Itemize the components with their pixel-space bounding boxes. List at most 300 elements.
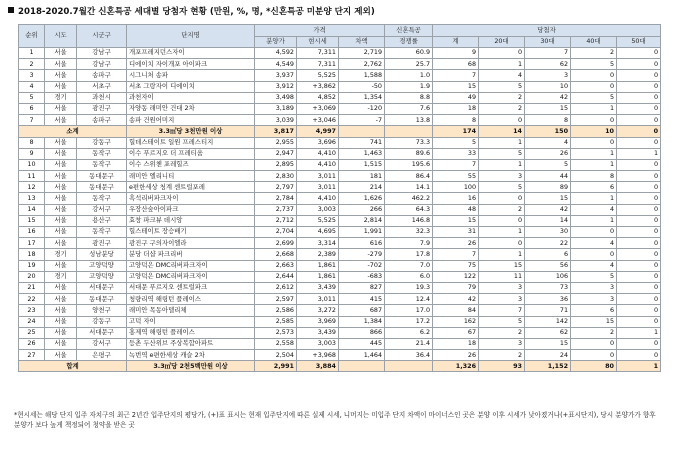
cell-presale: 3,498 (255, 92, 297, 103)
cell-sido: 서울 (45, 59, 77, 70)
subtotal-20s: 14 (479, 126, 525, 137)
cell-presale: 2,895 (255, 159, 297, 170)
cell-rank: 8 (19, 137, 45, 148)
cell-market: +3,862 (297, 81, 339, 92)
subtotal-30s: 150 (525, 126, 571, 137)
header-presale: 분양가 (255, 37, 297, 48)
cell-total: 8 (433, 115, 479, 126)
cell-presale: 2,668 (255, 249, 297, 260)
subtotal-40s: 10 (571, 126, 617, 137)
table-row (19, 148, 661, 159)
cell-age20: 3 (479, 294, 525, 305)
cell-sigungu: 강남구 (77, 48, 127, 59)
cell-diff: 827 (339, 282, 385, 293)
cell-presale: 2,784 (255, 193, 297, 204)
cell-age30: 15 (525, 103, 571, 114)
cell-sigungu: 송파구 (77, 115, 127, 126)
cell-market: 4,852 (297, 92, 339, 103)
cell-market: 1,861 (297, 271, 339, 282)
cell-competition: 36.4 (385, 350, 433, 361)
cell-age20: 0 (479, 215, 525, 226)
cell-diff: 1,464 (339, 350, 385, 361)
cell-age30: 42 (525, 204, 571, 215)
cell-age30: 3 (525, 70, 571, 81)
header-total: 계 (433, 37, 479, 48)
cell-complex: 고덕 자이 (127, 316, 255, 327)
cell-competition: 21.4 (385, 338, 433, 349)
table-body-bottom (19, 137, 661, 361)
cell-market: 3,696 (297, 137, 339, 148)
table-row (19, 81, 661, 92)
cell-competition: 14.1 (385, 182, 433, 193)
footnote: *현시세는 해당 단지 입주 자치구의 최근 2년간 입주단지의 평당가, (+)표 표시는 현재 입주단지에 따른 실제 시세, 니머지는 미입주 단지 차액이 마이너스인 곳은 분양 이후 시세가 낮아졌거나(+표시단지), 당시 분양가가 향후 분양가 보다 높게 책정되어 청약을 받은 곳 (14, 411, 656, 429)
cell-complex: 송파 건원어미지 (127, 115, 255, 126)
cell-rank: 2 (19, 59, 45, 70)
table-row (19, 115, 661, 126)
cell-presale: 2,586 (255, 305, 297, 316)
cell-age50: 1 (617, 327, 661, 338)
total-50s: 1 (617, 361, 661, 372)
cell-age40: 5 (571, 92, 617, 103)
cell-sigungu: 고양덕양 (77, 260, 127, 271)
cell-sido: 서울 (45, 182, 77, 193)
cell-complex: 광진구 구의자이엘라 (127, 238, 255, 249)
cell-total: 55 (433, 171, 479, 182)
cell-age40: 1 (571, 193, 617, 204)
cell-age40: 1 (571, 159, 617, 170)
cell-total: 33 (433, 148, 479, 159)
total-competition (385, 361, 433, 372)
cell-diff: 1,626 (339, 193, 385, 204)
cell-age30: 4 (525, 137, 571, 148)
header-50s: 50대 (617, 37, 661, 48)
cell-rank: 6 (19, 103, 45, 114)
cell-diff: -279 (339, 249, 385, 260)
cell-age20: 1 (479, 137, 525, 148)
cell-complex: 힐스테이트 장승배기 (127, 227, 255, 238)
cell-competition: 7.6 (385, 103, 433, 114)
cell-age50: 0 (617, 338, 661, 349)
cell-age30: 62 (525, 59, 571, 70)
subtotal-band: 3.3㎡당 3천만원 이상 (127, 126, 255, 137)
cell-age30: 26 (525, 148, 571, 159)
cell-age30: 22 (525, 238, 571, 249)
cell-age30: 10 (525, 81, 571, 92)
table-row (19, 182, 661, 193)
cell-diff: 1,384 (339, 316, 385, 327)
cell-sigungu: 동작구 (77, 227, 127, 238)
cell-sido: 서울 (45, 171, 77, 182)
cell-age20: 5 (479, 148, 525, 159)
cell-sigungu: 강서구 (77, 204, 127, 215)
cell-market: +3,069 (297, 103, 339, 114)
table-row (19, 59, 661, 70)
cell-complex: 홍제역 해링턴 플레이스 (127, 327, 255, 338)
cell-sido: 서울 (45, 294, 77, 305)
cell-age40: 0 (571, 115, 617, 126)
total-20s: 93 (479, 361, 525, 372)
cell-age40: 0 (571, 227, 617, 238)
cell-sido: 서울 (45, 48, 77, 59)
cell-age20: 15 (479, 260, 525, 271)
cell-age40: 3 (571, 282, 617, 293)
cell-total: 75 (433, 260, 479, 271)
cell-total: 26 (433, 350, 479, 361)
cell-market: 3,003 (297, 338, 339, 349)
table-row (19, 271, 661, 282)
cell-rank: 10 (19, 159, 45, 170)
subtotal-presale: 3,817 (255, 126, 297, 137)
cell-complex: 과천자이 (127, 92, 255, 103)
cell-diff: -120 (339, 103, 385, 114)
cell-diff: -7 (339, 115, 385, 126)
cell-presale: 2,644 (255, 271, 297, 282)
cell-complex: 고양덕은 DMC리버파크자이 (127, 271, 255, 282)
cell-total: 122 (433, 271, 479, 282)
cell-rank: 22 (19, 294, 45, 305)
cell-sido: 서울 (45, 193, 77, 204)
cell-age40: 1 (571, 148, 617, 159)
cell-rank: 11 (19, 171, 45, 182)
cell-total: 67 (433, 327, 479, 338)
cell-total: 84 (433, 305, 479, 316)
cell-sigungu: 강동구 (77, 137, 127, 148)
cell-age50: 0 (617, 81, 661, 92)
cell-rank: 19 (19, 260, 45, 271)
title-text: 2018-2020.7월간 신혼특공 세대별 당첨자 현황 (만원, %, 명, *신혼특공 미분양 단지 제외) (18, 7, 375, 17)
header-30s: 30대 (525, 37, 571, 48)
cell-age50: 0 (617, 238, 661, 249)
cell-sido: 서울 (45, 159, 77, 170)
cell-sigungu: 은평구 (77, 350, 127, 361)
cell-age40: 1 (571, 103, 617, 114)
cell-age50: 1 (617, 148, 661, 159)
subtotal-50s: 0 (617, 126, 661, 137)
cell-sido: 서울 (45, 103, 77, 114)
table-row (19, 249, 661, 260)
cell-total: 79 (433, 282, 479, 293)
cell-market: 2,389 (297, 249, 339, 260)
cell-age30: 56 (525, 260, 571, 271)
header-sido: 시도 (45, 25, 77, 48)
cell-diff: 2,814 (339, 215, 385, 226)
cell-complex: 서초 그랑자이 디에이치 (127, 81, 255, 92)
cell-age40: 0 (571, 70, 617, 81)
cell-rank: 13 (19, 193, 45, 204)
cell-age40: 0 (571, 249, 617, 260)
header-winners: 당첨자 (433, 25, 661, 37)
cell-presale: 2,947 (255, 148, 297, 159)
cell-age50: 0 (617, 215, 661, 226)
cell-age30: 15 (525, 338, 571, 349)
cell-sigungu: 강남구 (77, 59, 127, 70)
cell-sigungu: 강동구 (77, 316, 127, 327)
cell-presale: 2,612 (255, 282, 297, 293)
cell-age40: 2 (571, 48, 617, 59)
cell-age50: 0 (617, 182, 661, 193)
cell-age30: 142 (525, 316, 571, 327)
cell-total: 18 (433, 338, 479, 349)
cell-competition: 86.4 (385, 171, 433, 182)
cell-age20: 0 (479, 238, 525, 249)
cell-age40: 5 (571, 271, 617, 282)
cell-sigungu: 강서구 (77, 338, 127, 349)
cell-presale: 2,955 (255, 137, 297, 148)
cell-presale: 2,699 (255, 238, 297, 249)
cell-sigungu: 동대문구 (77, 182, 127, 193)
subtotal-diff (339, 126, 385, 137)
cell-sigungu: 광진구 (77, 238, 127, 249)
cell-age30: 71 (525, 305, 571, 316)
cell-age30: 15 (525, 193, 571, 204)
cell-competition: 73.3 (385, 137, 433, 148)
cell-complex: e편한세상 청계 센트럴포레 (127, 182, 255, 193)
table-body-top (19, 48, 661, 126)
cell-sigungu: 동대문구 (77, 294, 127, 305)
cell-total: 49 (433, 92, 479, 103)
cell-sido: 서울 (45, 305, 77, 316)
cell-complex: 효창 파크뷰 데시앙 (127, 215, 255, 226)
cell-competition: 89.6 (385, 148, 433, 159)
cell-age30: 89 (525, 182, 571, 193)
cell-age20: 7 (479, 305, 525, 316)
cell-diff: 214 (339, 182, 385, 193)
cell-rank: 14 (19, 204, 45, 215)
cell-market: 5,525 (297, 215, 339, 226)
cell-age50: 0 (617, 260, 661, 271)
total-40s: 80 (571, 361, 617, 372)
cell-age50: 0 (617, 159, 661, 170)
cell-total: 7 (433, 249, 479, 260)
cell-sido: 서울 (45, 70, 77, 81)
cell-rank: 9 (19, 148, 45, 159)
cell-sigungu: 서대문구 (77, 282, 127, 293)
cell-rank: 18 (19, 249, 45, 260)
cell-complex: 시그니처 송파 (127, 70, 255, 81)
cell-age50: 0 (617, 137, 661, 148)
cell-complex: 고양덕은 DMC리버파크자이 (127, 260, 255, 271)
cell-competition: 64.3 (385, 204, 433, 215)
cell-complex: 등촌 두산위브 주상복합아파트 (127, 338, 255, 349)
cell-market: 3,969 (297, 316, 339, 327)
cell-presale: 4,549 (255, 59, 297, 70)
table-row (19, 137, 661, 148)
cell-rank: 16 (19, 227, 45, 238)
cell-complex: 힐데스테이트 일원 프레스티지 (127, 137, 255, 148)
cell-age40: 3 (571, 294, 617, 305)
cell-age40: 6 (571, 305, 617, 316)
cell-age20: 11 (479, 271, 525, 282)
cell-age30: 42 (525, 92, 571, 103)
cell-rank: 3 (19, 70, 45, 81)
cell-presale: 2,797 (255, 182, 297, 193)
cell-sido: 서울 (45, 238, 77, 249)
table-row (19, 48, 661, 59)
total-label: 합계 (19, 361, 127, 372)
cell-market: 7,311 (297, 59, 339, 70)
cell-competition: 195.6 (385, 159, 433, 170)
cell-market: 7,311 (297, 48, 339, 59)
cell-diff: -702 (339, 260, 385, 271)
cell-diff: 1,354 (339, 92, 385, 103)
table-row (19, 282, 661, 293)
cell-competition: 6.2 (385, 327, 433, 338)
cell-age30: 44 (525, 171, 571, 182)
cell-presale: 2,737 (255, 204, 297, 215)
cell-age30: 30 (525, 227, 571, 238)
cell-presale: 3,937 (255, 70, 297, 81)
cell-sigungu: 양천구 (77, 305, 127, 316)
table-row (19, 305, 661, 316)
cell-rank: 25 (19, 327, 45, 338)
cell-complex: 이수 스위첸 포레힐즈 (127, 159, 255, 170)
cell-age20: 2 (479, 103, 525, 114)
cell-rank: 20 (19, 271, 45, 282)
cell-rank: 26 (19, 338, 45, 349)
cell-age50: 0 (617, 171, 661, 182)
cell-sigungu: 동작구 (77, 159, 127, 170)
cell-sido: 서울 (45, 137, 77, 148)
cell-competition: 19.3 (385, 282, 433, 293)
cell-age40: 0 (571, 350, 617, 361)
cell-age20: 5 (479, 316, 525, 327)
cell-age40: 6 (571, 182, 617, 193)
document-title (8, 5, 375, 17)
cell-age40: 2 (571, 327, 617, 338)
cell-sigungu: 과천시 (77, 92, 127, 103)
cell-age50: 0 (617, 271, 661, 282)
table-row (19, 159, 661, 170)
cell-age50: 0 (617, 92, 661, 103)
cell-competition: 7.0 (385, 260, 433, 271)
cell-competition: 12.4 (385, 294, 433, 305)
total-diff (339, 361, 385, 372)
cell-age50: 0 (617, 249, 661, 260)
cell-sido: 서울 (45, 282, 77, 293)
cell-market: 3,272 (297, 305, 339, 316)
cell-total: 7 (433, 159, 479, 170)
header-newlywed: 신혼특공 (385, 25, 433, 37)
cell-competition: 7.9 (385, 238, 433, 249)
cell-age50: 0 (617, 103, 661, 114)
cell-presale: 3,039 (255, 115, 297, 126)
cell-diff: 616 (339, 238, 385, 249)
cell-age30: 106 (525, 271, 571, 282)
table-row (19, 260, 661, 271)
cell-age20: 1 (479, 227, 525, 238)
subtotal-label: 소계 (19, 126, 127, 137)
cell-rank: 15 (19, 215, 45, 226)
cell-sido: 경기 (45, 249, 77, 260)
cell-age20: 2 (479, 327, 525, 338)
cell-rank: 21 (19, 282, 45, 293)
cell-market: 4,410 (297, 193, 339, 204)
cell-age30: 36 (525, 294, 571, 305)
cell-sigungu: 광진구 (77, 103, 127, 114)
cell-competition: 146.8 (385, 215, 433, 226)
cell-sido: 경기 (45, 271, 77, 282)
cell-sido: 서울 (45, 148, 77, 159)
cell-presale: 2,704 (255, 227, 297, 238)
cell-complex: 청량리역 해링턴 플레이스 (127, 294, 255, 305)
table-row (19, 294, 661, 305)
cell-total: 18 (433, 103, 479, 114)
cell-age40: 0 (571, 338, 617, 349)
cell-age40: 4 (571, 238, 617, 249)
cell-age20: 2 (479, 350, 525, 361)
cell-age50: 0 (617, 305, 661, 316)
cell-total: 16 (433, 193, 479, 204)
cell-competition: 6.0 (385, 271, 433, 282)
cell-age20: 0 (479, 193, 525, 204)
cell-sido: 서울 (45, 215, 77, 226)
cell-age40: 4 (571, 260, 617, 271)
cell-age30: 62 (525, 327, 571, 338)
cell-diff: 1,463 (339, 148, 385, 159)
cell-presale: 4,592 (255, 48, 297, 59)
cell-total: 162 (433, 316, 479, 327)
cell-age50: 0 (617, 48, 661, 59)
cell-sigungu: 동작구 (77, 193, 127, 204)
cell-diff: 415 (339, 294, 385, 305)
cell-market: 3,003 (297, 204, 339, 215)
cell-total: 7 (433, 70, 479, 81)
cell-age40: 5 (571, 59, 617, 70)
cell-total: 68 (433, 59, 479, 70)
cell-rank: 17 (19, 238, 45, 249)
header-20s: 20대 (479, 37, 525, 48)
header-40s: 40대 (571, 37, 617, 48)
cell-age20: 2 (479, 92, 525, 103)
total-row (19, 361, 661, 372)
cell-age40: 1 (571, 215, 617, 226)
cell-age20: 5 (479, 81, 525, 92)
cell-age50: 0 (617, 350, 661, 361)
cell-age20: 1 (479, 159, 525, 170)
total-market: 3,884 (297, 361, 339, 372)
total-total: 1,326 (433, 361, 479, 372)
cell-rank: 7 (19, 115, 45, 126)
cell-competition: 60.9 (385, 48, 433, 59)
cell-presale: 2,504 (255, 350, 297, 361)
cell-market: 4,410 (297, 148, 339, 159)
cell-total: 48 (433, 204, 479, 215)
cell-presale: 2,830 (255, 171, 297, 182)
table-row (19, 70, 661, 81)
header-rank: 순위 (19, 25, 45, 48)
cell-diff: 2,762 (339, 59, 385, 70)
cell-sigungu: 고양덕양 (77, 271, 127, 282)
cell-sigungu: 성남분당 (77, 249, 127, 260)
cell-competition: 1.0 (385, 70, 433, 81)
cell-competition: 8.8 (385, 92, 433, 103)
table-row (19, 193, 661, 204)
table-row (19, 338, 661, 349)
cell-total: 5 (433, 137, 479, 148)
header-market: 현시세 (297, 37, 339, 48)
cell-rank: 12 (19, 182, 45, 193)
table-row (19, 316, 661, 327)
cell-age50: 0 (617, 227, 661, 238)
table-row (19, 171, 661, 182)
table-row (19, 92, 661, 103)
square-bullet-icon (8, 7, 14, 13)
cell-sigungu: 동작구 (77, 148, 127, 159)
cell-total: 15 (433, 215, 479, 226)
cell-market: 5,525 (297, 70, 339, 81)
subtotal-row (19, 126, 661, 137)
cell-market: 4,410 (297, 159, 339, 170)
